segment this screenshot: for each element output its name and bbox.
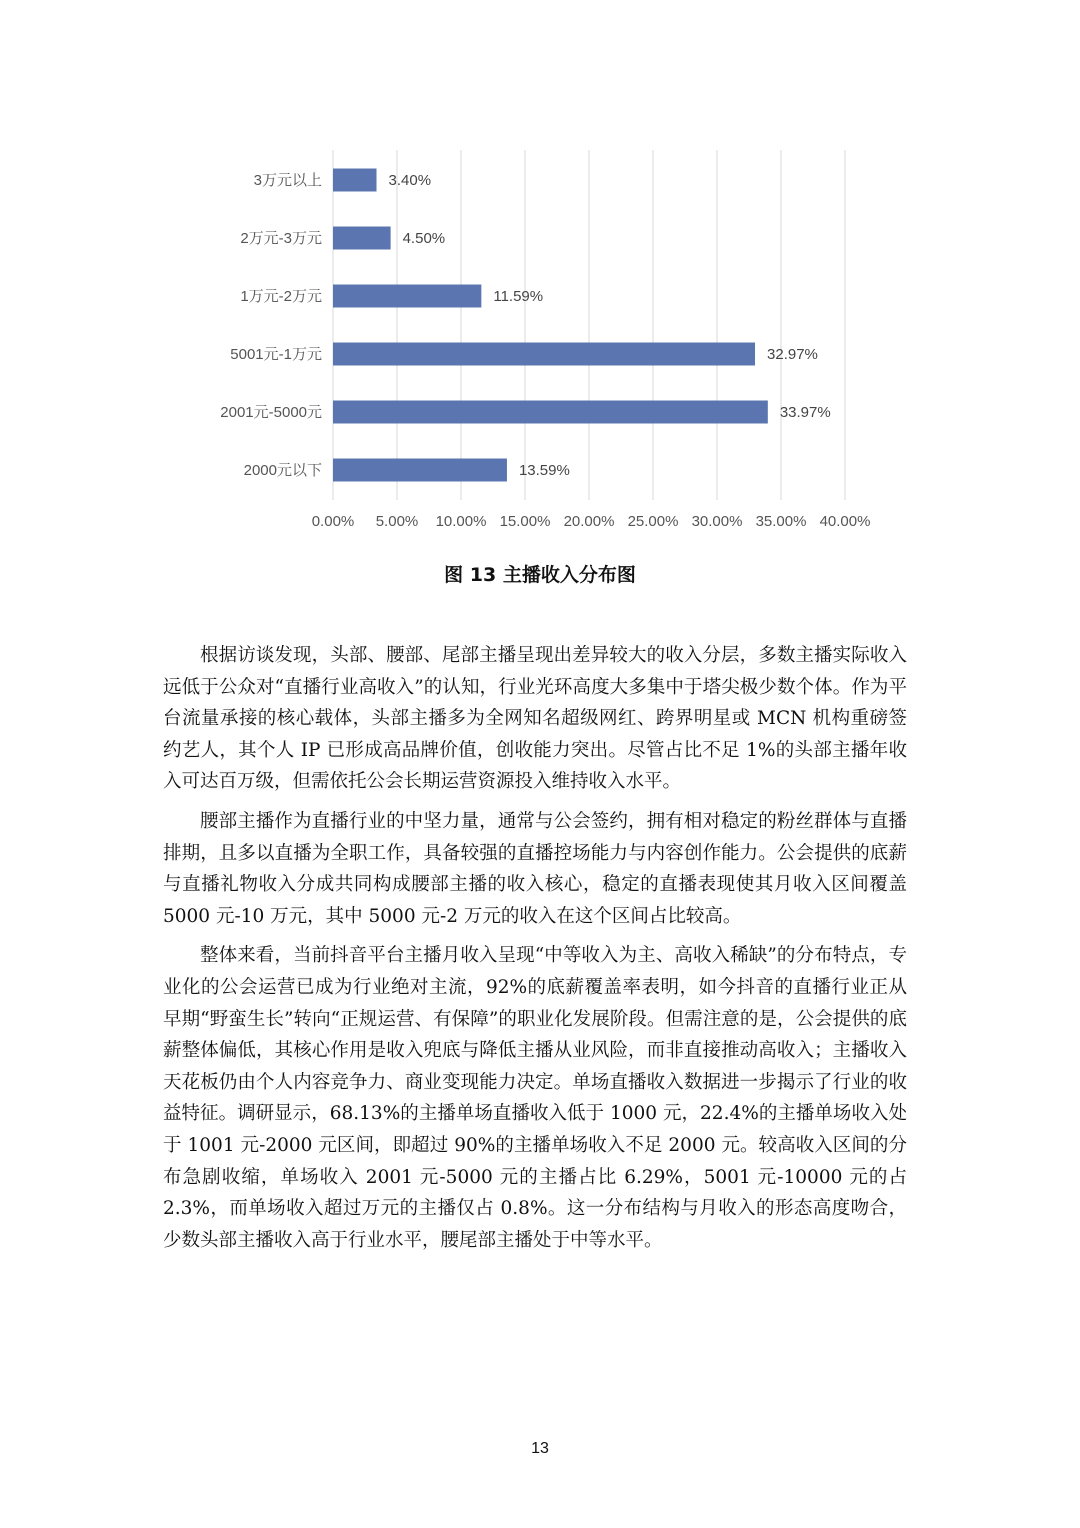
bar — [333, 401, 768, 424]
data-label: 11.59% — [493, 288, 544, 305]
category-label: 2001元-5000元 — [220, 404, 322, 421]
x-tick-label: 20.00% — [563, 513, 615, 530]
category-label: 5001元-1万元 — [230, 346, 322, 363]
bar — [333, 343, 755, 366]
x-tick-label: 35.00% — [755, 513, 807, 530]
bar — [333, 169, 377, 192]
data-label: 4.50% — [402, 230, 446, 247]
category-label: 2000元以下 — [243, 462, 322, 479]
page-number: 13 — [531, 1440, 549, 1457]
x-tick-label: 40.00% — [819, 513, 871, 530]
bar — [333, 459, 507, 482]
x-tick-label: 0.00% — [311, 513, 355, 530]
figure-caption: 图 13 主播收入分布图 — [444, 564, 636, 586]
income-distribution-chart — [0, 0, 1080, 540]
paragraph-2: 腰部主播作为直播行业的中坚力量，通常与公会签约，拥有相对稳定的粉丝群体与直播排期，且多以直播为全职工作，具备较强的直播控场能力与内容创作能力。公会提供的底薪与直播礼物收入分成共同构成腰部主播的收入核心，稳定的直播表现使其月收入区间覆盖 5000 元-10 万元，其中 5000 元-2 万元的收入在这个区间占比较高。 — [163, 810, 907, 927]
category-label: 1万元-2万元 — [240, 288, 322, 305]
x-tick-label: 30.00% — [691, 513, 743, 530]
x-tick-label: 10.00% — [435, 513, 487, 530]
data-label: 3.40% — [388, 172, 432, 189]
x-tick-label: 15.00% — [499, 513, 551, 530]
data-label: 32.97% — [767, 346, 818, 363]
paragraph-3: 整体来看，当前抖音平台主播月收入呈现“中等收入为主、高收入稀缺”的分布特点，专业化的公会运营已成为行业绝对主流，92%的底薪覆盖率表明，如今抖音的直播行业正从早期“野蛮生长”转向“正规运营、有保障”的职业化发展阶段。但需注意的是，公会提供的底薪整体偏低，其核心作用是收入兜底与降低主播从业风险，而非直接推动高收入；主播收入天花板仍由个人内容竞争力、商业变现能力决定。单场直播收入数据进一步揭示了行业的收益特征。调研显示，68.13%的主播单场直播收入低于 1000 元，22.4%的主播单场收入处于 1001 元-2000 元区间，即超过 90%的主播单场收入不足 2000 元。较高收入区间的分布急剧收缩，单场收入 2001 元-5000 元的主播占比 6.29%，5001 元-10000 元的占 2.3%，而单场收入超过万元的主播仅占 0.8%。这一分布结构与月收入的形态高度吻合，少数头部主播收入高于行业水平，腰尾部主播处于中等水平。 — [163, 945, 907, 1251]
category-label: 2万元-3万元 — [240, 230, 322, 247]
category-label: 3万元以上 — [253, 172, 322, 189]
bar — [333, 227, 391, 250]
paragraph-1: 根据访谈发现，头部、腰部、尾部主播呈现出差异较大的收入分层，多数主播实际收入远低于公众对“直播行业高收入”的认知，行业光环高度大多集中于塔尖极少数个体。作为平台流量承接的核心载体，头部主播多为全网知名超级网红、跨界明星或 MCN 机构重磅签约艺人，其个人 IP 已形成高品牌价值，创收能力突出。尽管占比不足 1%的头部主播年收入可达百万级，但需依托公会长期运营资源投入维持收入水平。 — [163, 645, 907, 793]
data-label: 13.59% — [518, 462, 570, 479]
x-tick-label: 25.00% — [627, 513, 679, 530]
x-tick-label: 5.00% — [375, 513, 419, 530]
data-label: 33.97% — [779, 404, 831, 421]
bar — [333, 285, 481, 308]
body-text — [163, 640, 907, 1264]
